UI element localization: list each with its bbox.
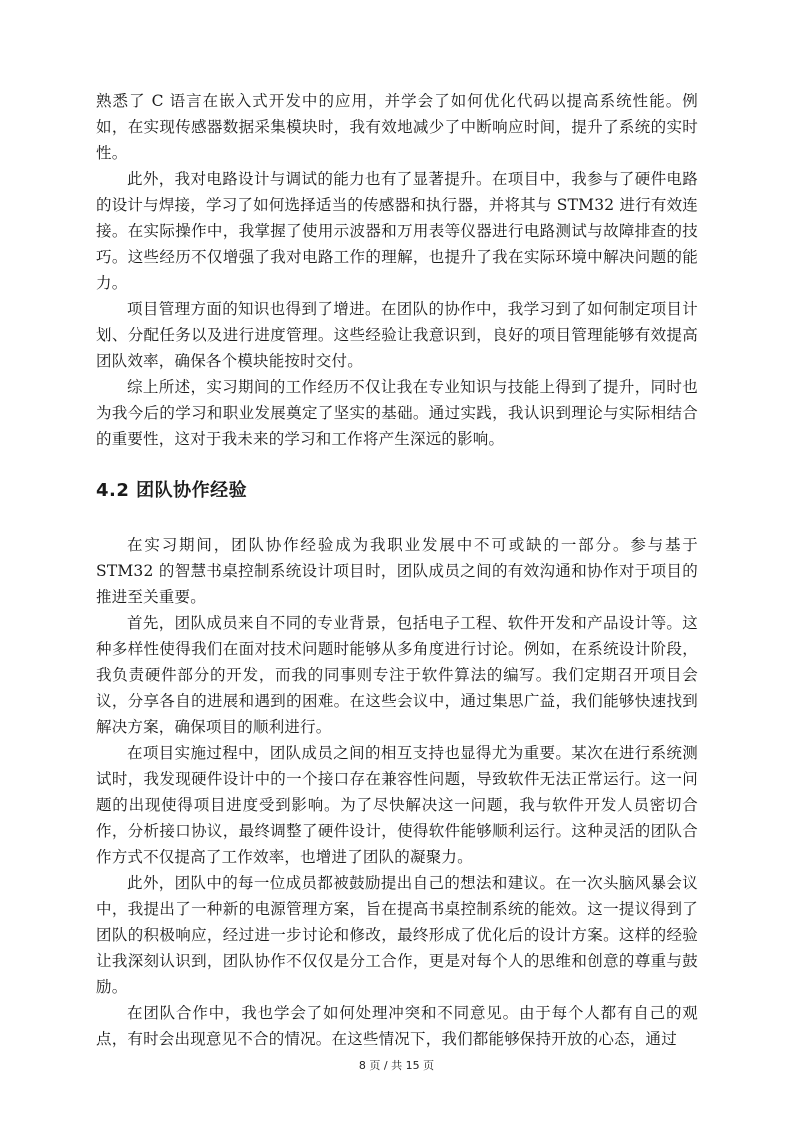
paragraph-circuit-skills: 此外，我对电路设计与调试的能力也有了显著提升。在项目中，我参与了硬件电路的设计与焊接，学习了如何选择适当的传感器和执行器，并将其与 STM32 进行有效连接。在实际操作中，我掌握了使用示波器和万用表等仪器进行电路测试与故障排查的技巧。这些经历不仅增强了我对电路工作的理解，也提升了我在实际环境中解决问题的能力。 xyxy=(96,170,698,292)
section-heading: 4.2 团队协作经验 xyxy=(96,480,248,501)
paragraph-project-management: 项目管理方面的知识也得到了增进。在团队的协作中，我学习到了如何制定项目计划、分配任务以及进行进度管理。这些经验让我意识到，良好的项目管理能够有效提高团队效率，确保各个模块能按时交付。 xyxy=(96,300,698,370)
document-page xyxy=(96,88,698,1052)
paragraph-mutual-support: 在项目实施过程中，团队成员之间的相互支持也显得尤为重要。某次在进行系统测试时，我发现硬件设计中的一个接口存在兼容性问题，导致软件无法正常运行。这一问题的出现使得项目进度受到影响。为了尽快解决这一问题，我与软件开发人员密切合作，分析接口协议，最终调整了硬件设计，使得软件能够顺利运行。这种灵活的团队合作方式不仅提高了工作效率，也增进了团队的凝聚力。 xyxy=(96,744,698,866)
paragraph-teamwork-intro: 在实习期间，团队协作经验成为我职业发展中不可或缺的一部分。参与基于 STM32 的智慧书桌控制系统设计项目时，团队成员之间的有效沟通和协作对于项目的推进至关重要。 xyxy=(96,536,698,606)
paragraph-continuation: 熟悉了 C 语言在嵌入式开发中的应用，并学会了如何优化代码以提高系统性能。例如，在实现传感器数据采集模块时，我有效地减少了中断响应时间，提升了系统的实时性。 xyxy=(96,92,698,162)
paragraph-summary: 综上所述，实习期间的工作经历不仅让我在专业知识与技能上得到了提升，同时也为我今后的学习和职业发展奠定了坚实的基础。通过实践，我认识到理论与实际相结合的重要性，这对于我未来的学习和工作将产生深远的影响。 xyxy=(96,378,698,448)
page-footer xyxy=(0,1057,793,1073)
paragraph-ideas-encouraged: 此外，团队中的每一位成员都被鼓励提出自己的想法和建议。在一次头脑风暴会议中，我提出了一种新的电源管理方案，旨在提高书桌控制系统的能效。这一提议得到了团队的积极响应，经过进一步讨论和修改，最终形成了优化后的设计方案。这样的经验让我深刻认识到，团队协作不仅仅是分工合作，更是对每个人的思维和创意的尊重与鼓励。 xyxy=(96,874,698,996)
paragraph-conflict-handling: 在团队合作中，我也学会了如何处理冲突和不同意见。由于每个人都有自己的观点，有时会出现意见不合的情况。在这些情况下，我们都能够保持开放的心态，通过 xyxy=(96,1004,698,1048)
paragraph-team-diversity: 首先，团队成员来自不同的专业背景，包括电子工程、软件开发和产品设计等。这种多样性使得我们在面对技术问题时能够从多角度进行讨论。例如，在系统设计阶段，我负责硬件部分的开发，而我的同事则专注于软件算法的编写。我们定期召开项目会议，分享各自的进展和遇到的困难。在这些会议中，通过集思广益，我们能够快速找到解决方案，确保项目的顺利进行。 xyxy=(96,614,698,736)
page-number-label: 8 页 / 共 15 页 xyxy=(358,1059,435,1072)
